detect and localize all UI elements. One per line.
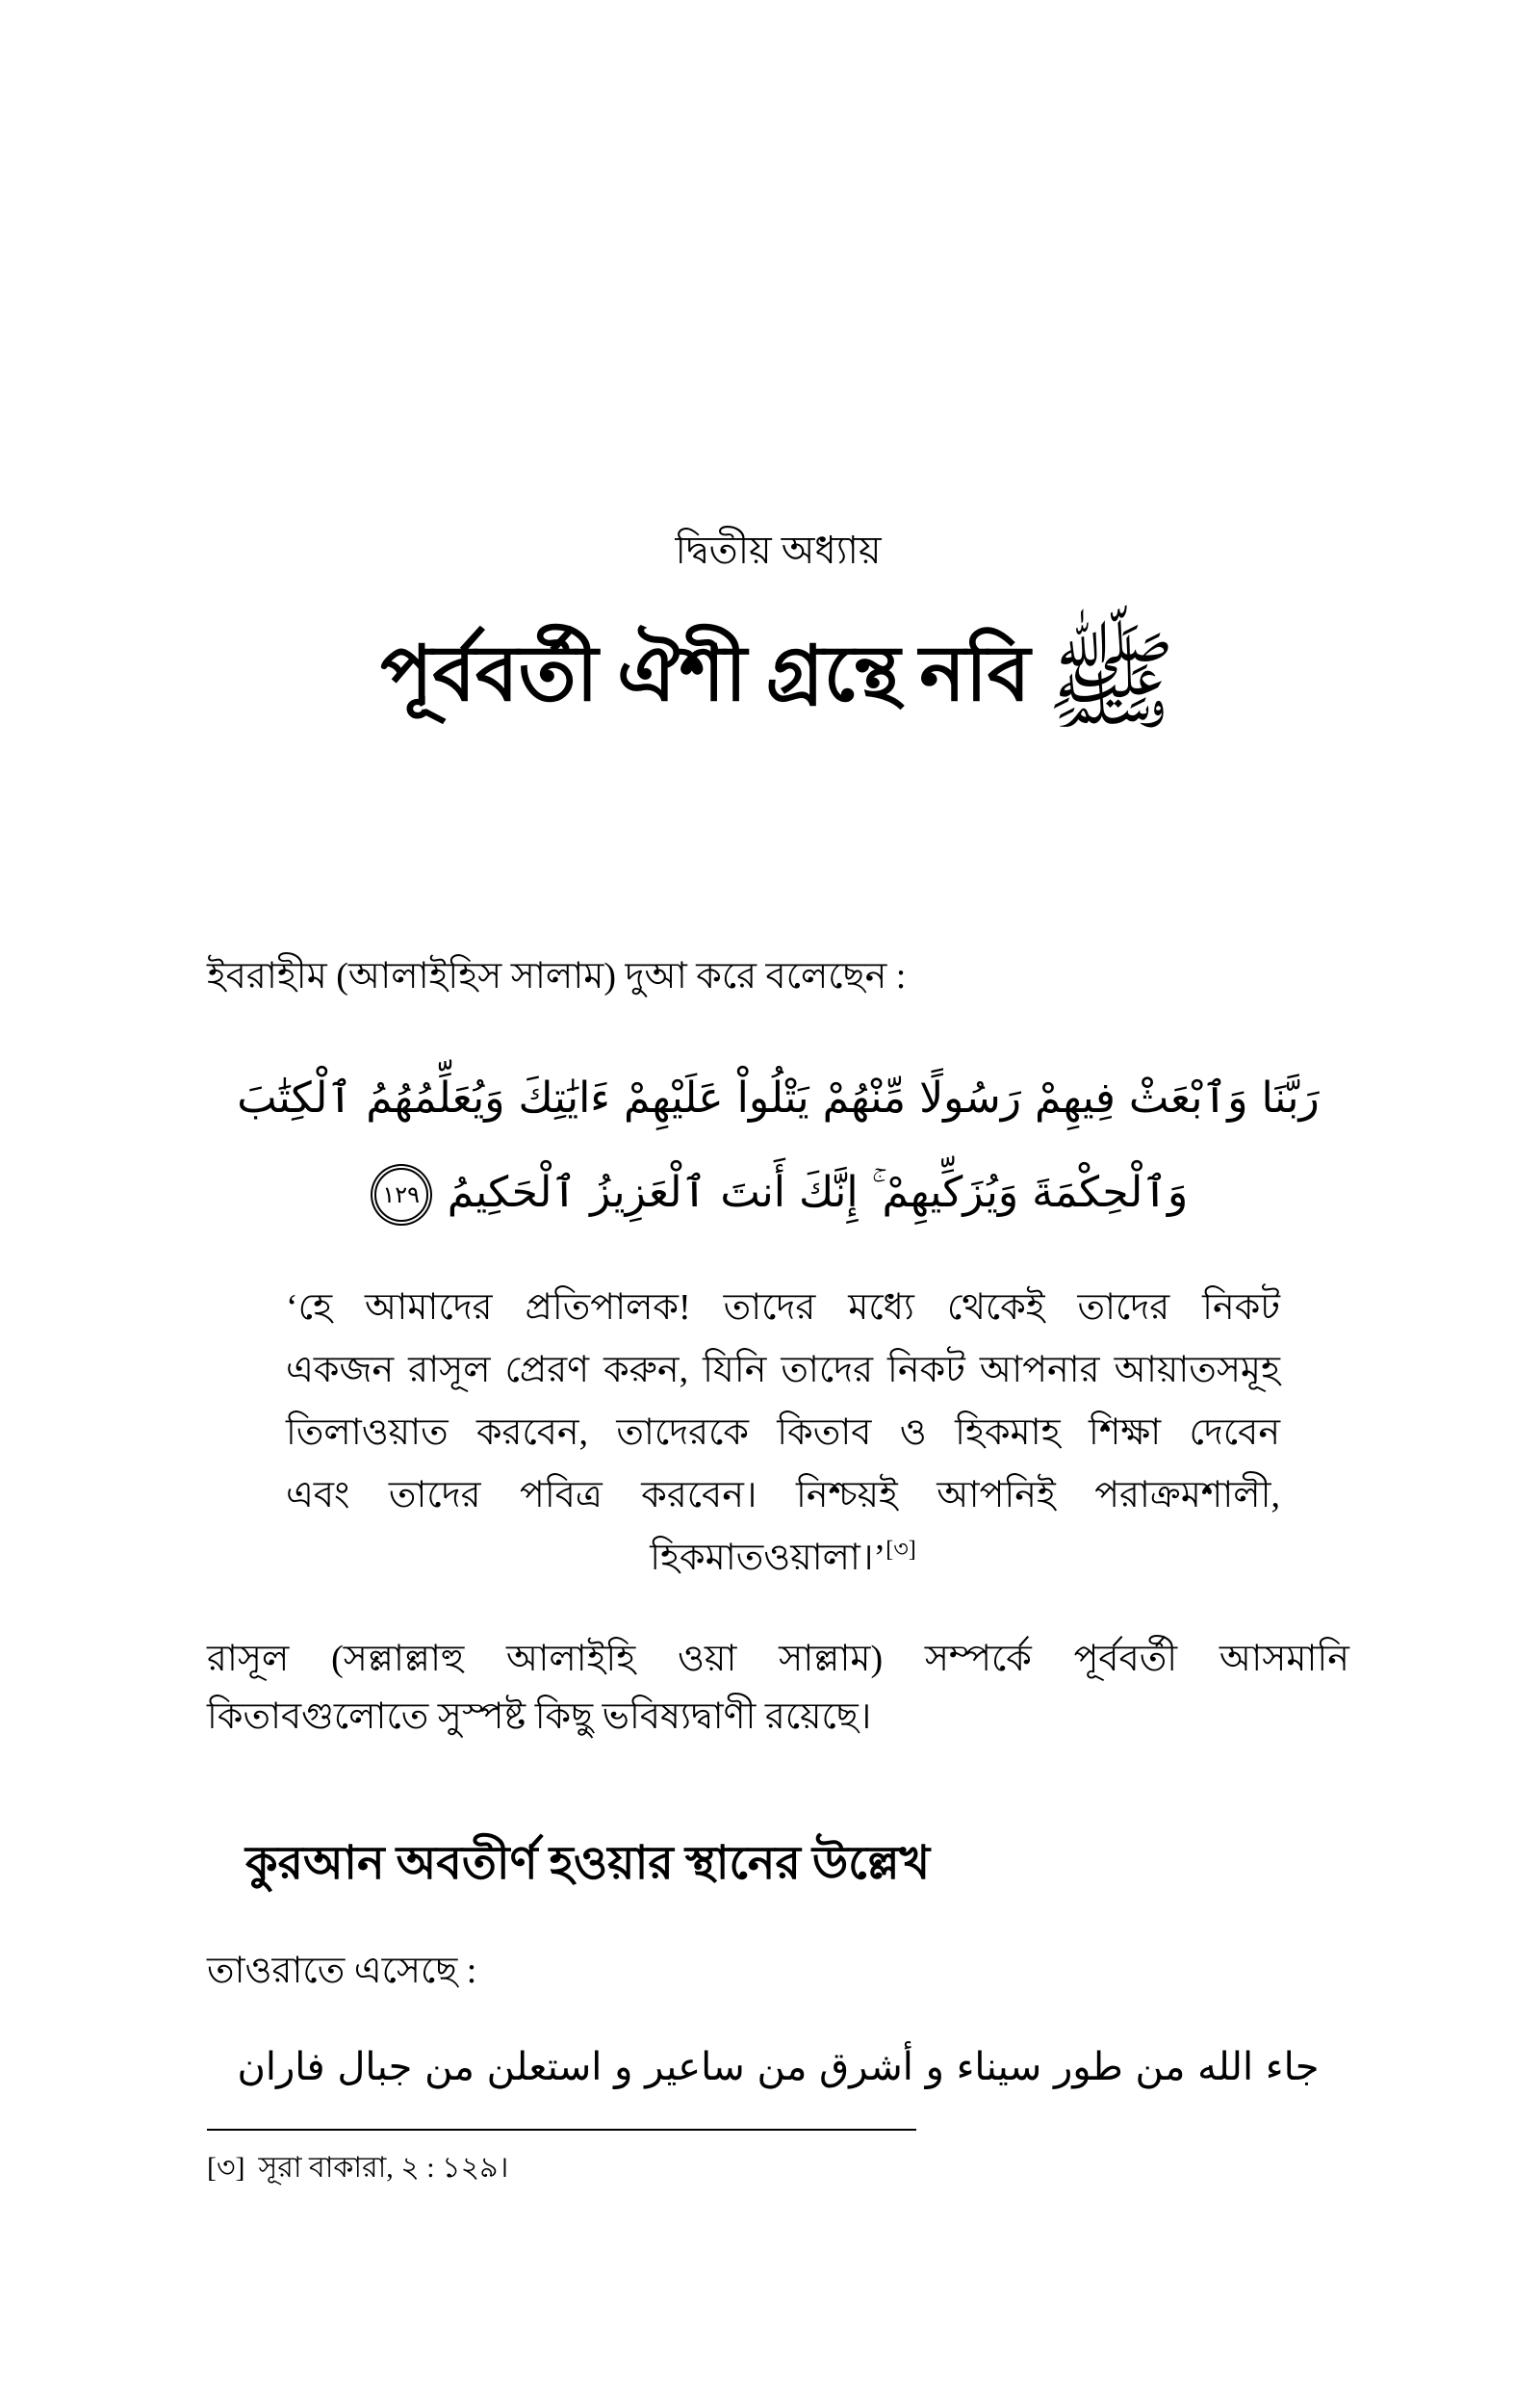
intro-line: ইবরাহীম (আলাইহিস সালাম) দুআ করে বলেছেন : <box>207 956 907 996</box>
chapter-label: দ্বিতীয় অধ্যায় <box>675 529 882 572</box>
ayah-number: ١٢٩ <box>382 1181 421 1208</box>
tawrat-intro-line: তাওরাতে এসেছে : <box>207 1951 477 1991</box>
translation-line-text: হিকমাতওয়ালা।’ <box>650 1538 886 1578</box>
footnote-text: সূরা বাকারা, ২ : ১২৯। <box>258 2152 509 2184</box>
footnote-marker: [৩] <box>207 2152 245 2184</box>
translation-line: ‘হে আমাদের প্রতিপালক! তাদের মধ্যে থেকেই তাদের নিকট <box>286 1287 1280 1328</box>
translation-line: এবং তাদের পবিত্র করবেন। নিশ্চয়ই আপনিই পরাক্রমশালী, <box>286 1475 1280 1515</box>
quran-verse-line-2 <box>207 1146 1349 1240</box>
ayah-number-medallion-icon <box>374 1168 428 1222</box>
chapter-title-text: পূর্ববর্তী ঐশী গ্রন্থে নবি <box>380 633 1031 717</box>
chapter-title <box>207 593 1349 757</box>
body-paragraph <box>207 1630 1349 1746</box>
paragraph-line: কিতাবগুলোতে সুস্পষ্ট কিছু ভবিষ্যদ্বাণী রয়েছে। <box>207 1696 872 1737</box>
footnote-reference: [৩] <box>886 1537 916 1563</box>
translation-line: একজন রাসূল প্রেরণ করুন, যিনি তাদের নিকট আপনার আয়াতসমূহ <box>286 1350 1280 1390</box>
footnote <box>207 2146 1349 2190</box>
quran-verse-line-2-text: وَٱلْحِكْمَةَ وَيُزَكِّيهِمْ ۚ إِنَّكَ أَنتَ ٱلْعَزِيزُ ٱلْحَكِيمُ <box>447 1168 1189 1217</box>
quran-verse-arabic <box>207 1051 1349 1240</box>
paragraph-line: রাসূল (সল্লাল্লাহু আলাইহি ওয়া সাল্লাম) সম্পর্কে পূর্ববর্তী আসমানি <box>207 1639 1349 1679</box>
footnote-area <box>207 2129 1349 2190</box>
sallallahu-alayhi-wa-sallam-icon: ﷺ <box>1045 622 1176 742</box>
section-heading: কুরআন অবতীর্ণ হওয়ার স্থানের উল্লেখ <box>245 1838 931 1889</box>
tawrat-arabic-quote: جاء الله من طور سيناء و أشرق من ساعير و استعلن من جبال فاران <box>237 2045 1320 2089</box>
verse-translation <box>286 1277 1280 1590</box>
translation-line: তিলাওয়াত করবেন, তাদেরকে কিতাব ও হিকমাহ শিক্ষা দেবেন <box>286 1412 1280 1453</box>
quran-verse-line-1: رَبَّنَا وَٱبْعَثْ فِيهِمْ رَسُولًا مِّنْهُمْ يَتْلُواْ عَلَيْهِمْ ءَايَٰتِكَ وَيُعَلِّمُهُمُ ٱلْكِتَٰبَ <box>237 1074 1320 1123</box>
footnote-separator <box>207 2129 916 2131</box>
translation-last-line <box>286 1527 1280 1590</box>
